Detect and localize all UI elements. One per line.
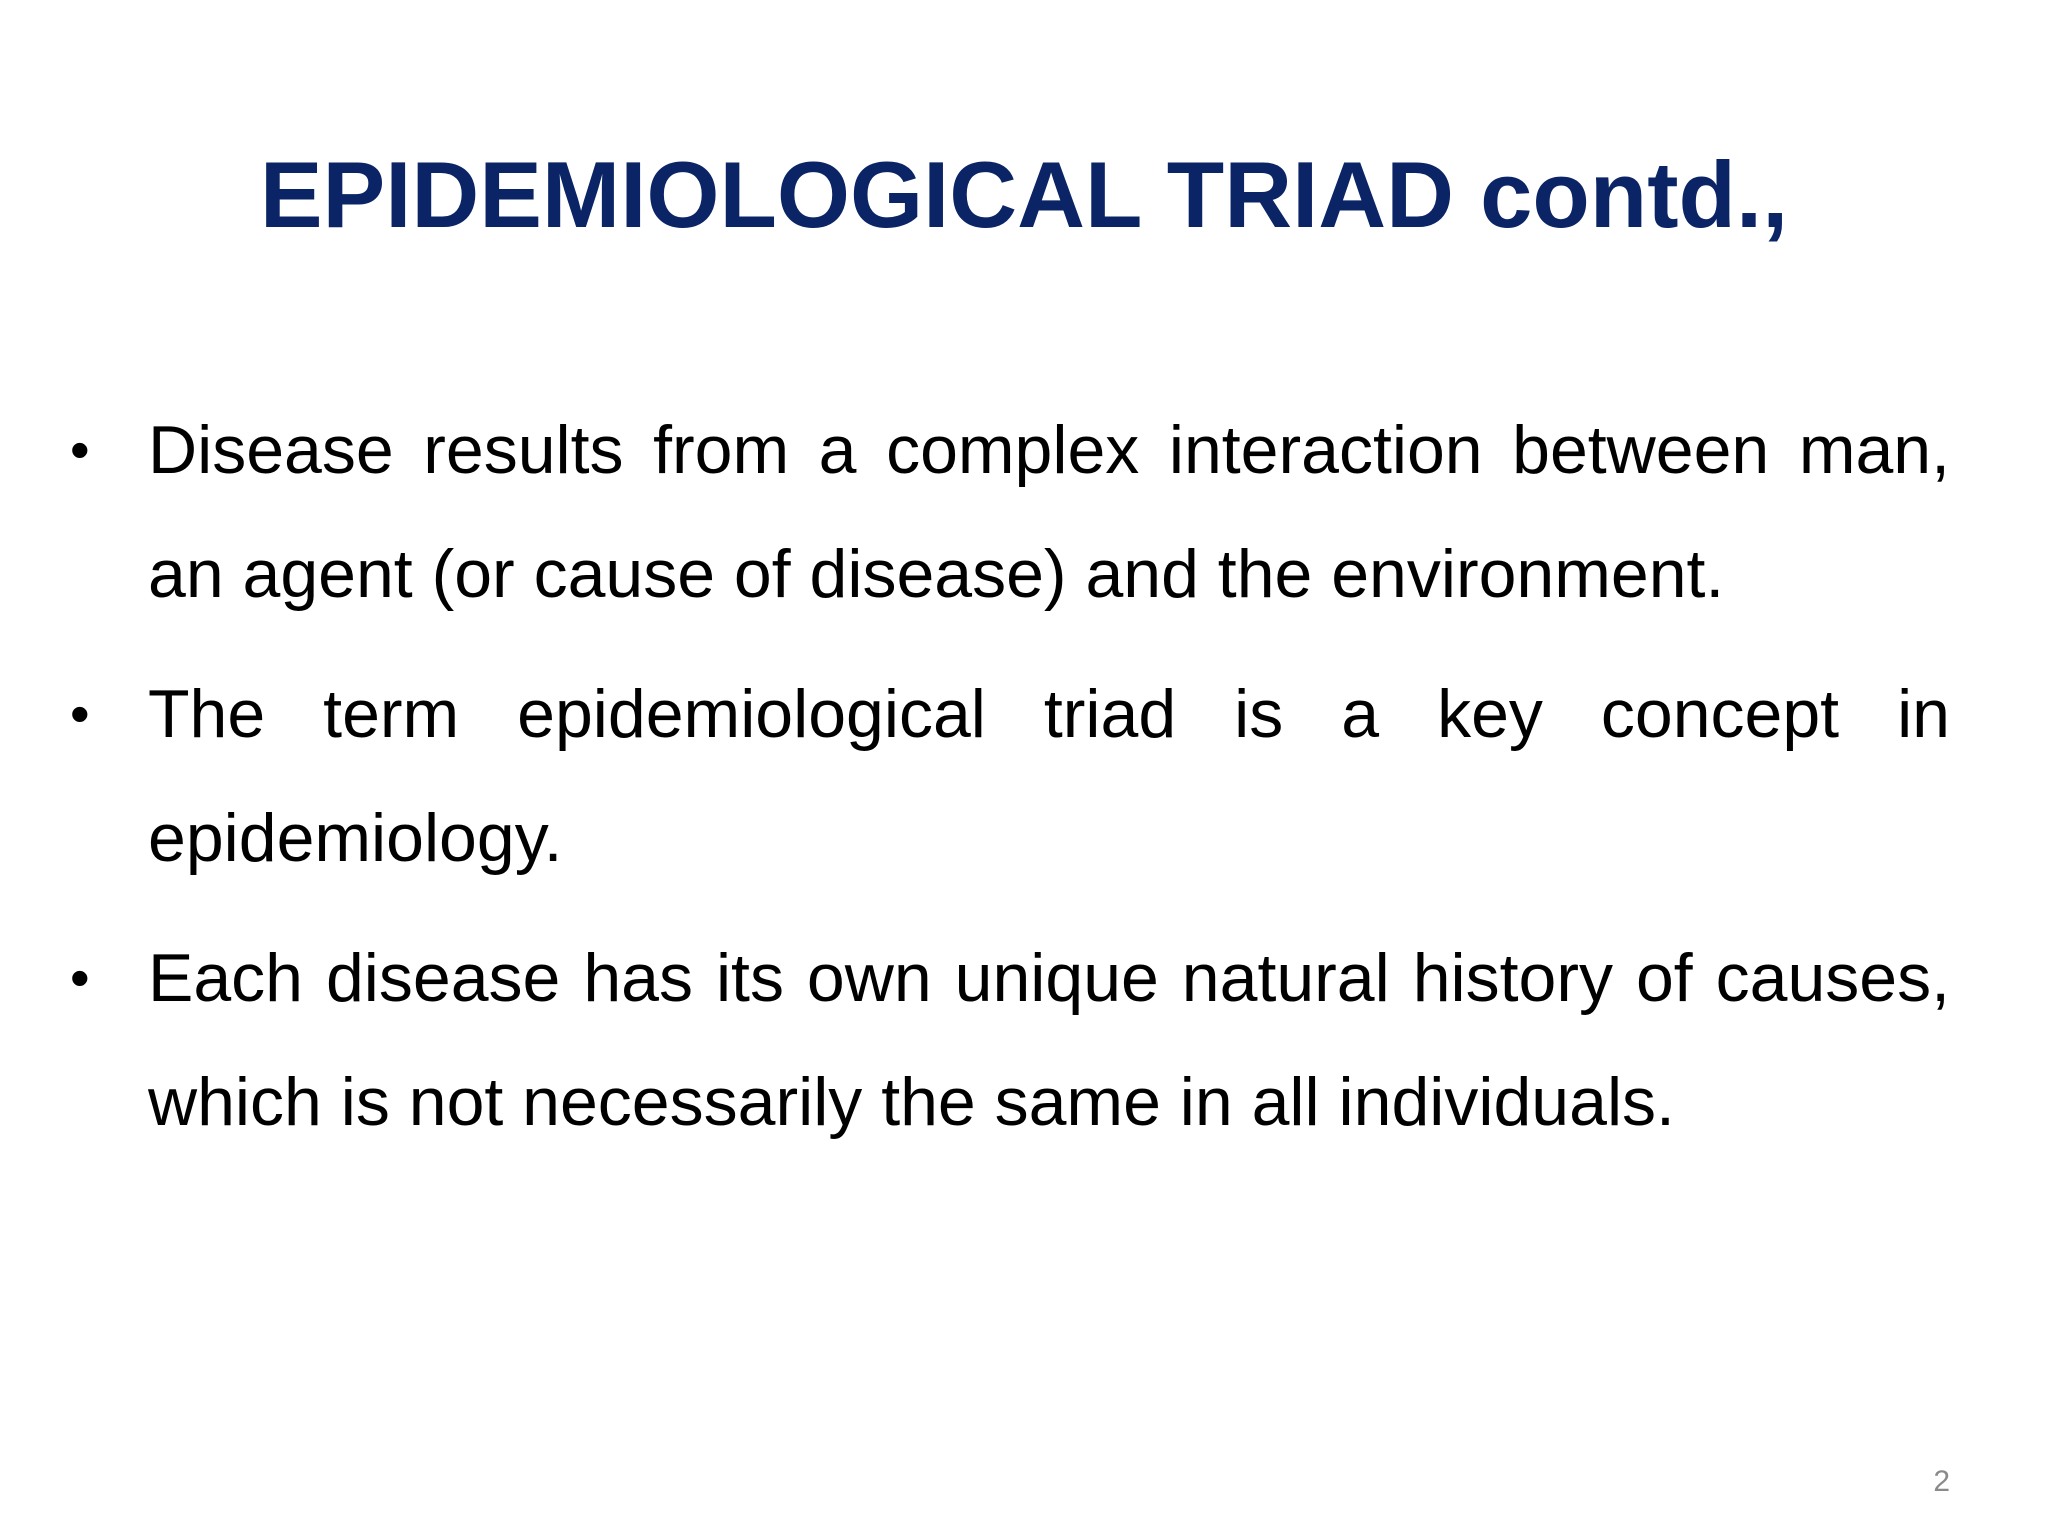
bullet-icon: •: [70, 418, 90, 481]
slide-title: EPIDEMIOLOGICAL TRIAD contd.,: [259, 142, 1789, 247]
page-number: 2: [1933, 1465, 1950, 1498]
bullet-item: [70, 916, 1950, 1164]
bullet-list: [70, 388, 1950, 1180]
bullet-text: The term epidemiological triad is a key concept in epidemiology.: [148, 676, 1950, 876]
bullet-icon: •: [70, 946, 90, 1009]
bullet-item: [70, 652, 1950, 900]
bullet-text: Disease results from a complex interaction between man, an agent (or cause of disease) and the environment.: [148, 412, 1950, 612]
bullet-icon: •: [70, 682, 90, 745]
bullet-text: Each disease has its own unique natural history of causes, which is not necessarily the same in all individuals.: [148, 940, 1950, 1140]
bullet-item: [70, 388, 1950, 636]
